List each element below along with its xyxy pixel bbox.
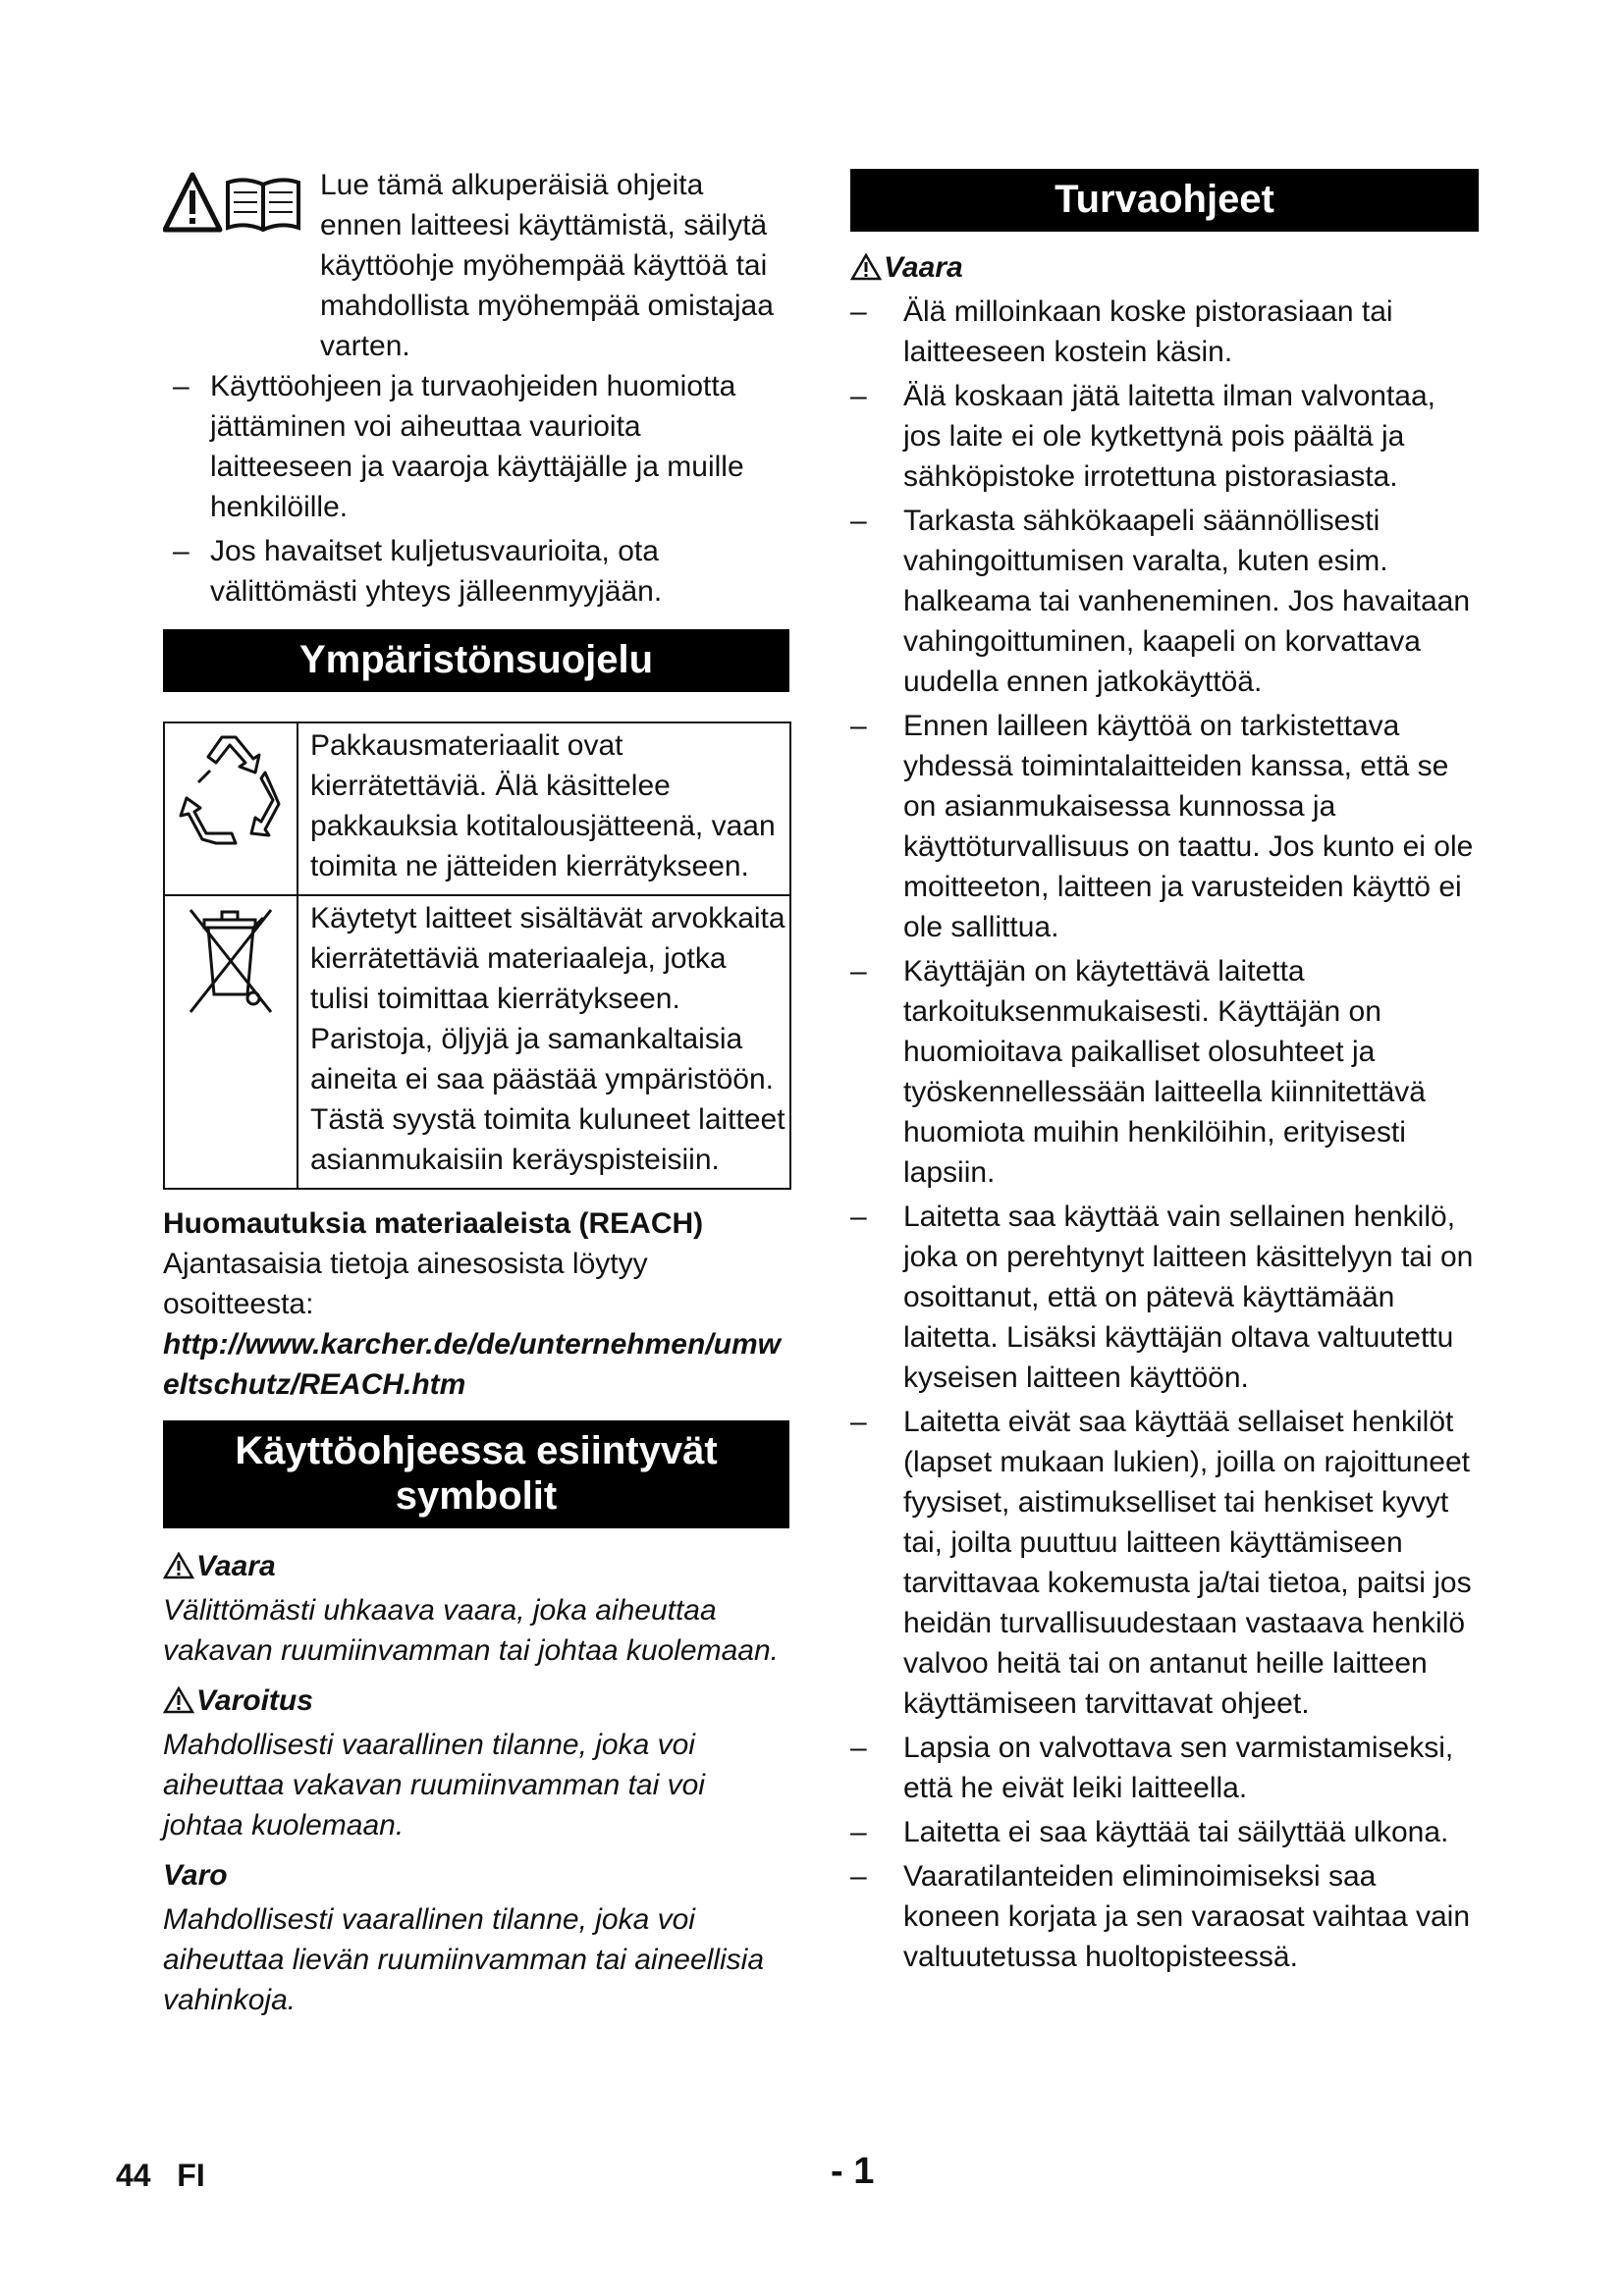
warning-triangle-icon [163,1552,194,1579]
intro-item: – Käyttöohjeen ja turvaohjeiden huomiotta jättäminen voi aiheuttaa vaurioita laitteeseen ja vaaroja käyttäjälle ja muille henkilöille. [173,370,744,523]
safety-item: – Käyttäjän on käytettävä laitetta tarkoituksenmukaisesti. Käyttäjän on huomioitava paikalliset olosuhteet ja työskennellessään laitteella kiinnitettävä huomiota muihin henkilöihin, erityisesti lapsiin. [850,955,1426,1189]
intro-item: – Jos havaitset kuljetusvaurioita, ota välittömästi yhteys jälleenmyyjään. [173,535,663,608]
recycle-icon [177,723,285,861]
warning-label: Varoitus [163,1681,789,1721]
safety-item: – Älä koskaan jätä laitetta ilman valvontaa, jos laite ei ole kytkettynä pois päältä ja sähköpistoke irrotettuna pistorasiasta. [850,380,1435,493]
reach-title: Huomautuksia materiaaleista (REACH) [163,1207,704,1240]
warning-triangle-icon [163,1686,194,1714]
safety-item: – Laitetta eivät saa käyttää sellaiset henkilöt (lapset mukaan lukien), joilla on rajoittuneet fyysiset, aistimukselliset tai henkiset kyvyt tai, joilta puuttuu laitteen käyttämiseen tarvittavaa kokemusta ja/tai tietoa, paitsi jos heidän turvallisuudestaan vastaava henkilö valvoo heitä tai on antanut heille laitteen käyttämiseen tarvittavat ohjeet. [850,1406,1472,1720]
environment-table [163,721,791,1190]
page-center-marker: - 1 [831,2151,875,2192]
environment-heading: Ympäristönsuojelu [163,629,789,692]
page-footer [116,2156,205,2196]
safety-item: – Lapsia on valvottava sen varmistamiseksi, että he eivät leiki laitteella. [850,1732,1454,1804]
caution-text: Mahdollisesti vaarallinen tilanne, joka voi aiheuttaa lievän ruumiinvamman tai aineellisia vahinkoja. [163,1903,764,2016]
symbols-heading: Käyttöohjeessa esiintyvät symbolit [163,1420,789,1528]
safety-item: – Vaaratilanteiden eliminoimiseksi saa koneen korjata ja sen varaosat vaihtaa vain valtuutetussa huoltopisteessä. [850,1860,1471,1973]
warning-triangle-icon [850,253,882,281]
safety-item: – Laitetta saa käyttää vain sellainen henkilö, joka on perehtynyt laitteen käsittelyyn tai on osoittanut, että on pätevä käyttämään laitetta. Lisäksi käyttäjän oltava valtuutettu kyseisen laitteen käyttöön. [850,1201,1474,1394]
table-row [164,722,790,895]
intro-text: Lue tämä alkuperäisiä ohjeita ennen laitteesi käyttämistä, säilytä käyttöohje myöhempää käyttöä tai mahdollista myöhempää omistajaa varten. [320,169,774,362]
reach-url[interactable]: http://www.karcher.de/de/unternehmen/umweltschutz/REACH.htm [163,1328,781,1401]
warning-manual-icon [163,169,302,245]
safety-item: – Tarkasta sähkökaapeli säännöllisesti vahingoittumisen varalta, kuten esim. halkeama tai vanheneminen. Jos havaitaan vahingoittuminen, kaapeli on korvattava uudella ennen jatkokäyttöä. [850,505,1471,698]
safety-item: – Ennen lailleen käyttöä on tarkistettava yhdessä toimintalaitteiden kanssa, että se on asianmukaisessa kunnossa ja käyttöturvallisuus on taattu. Jos kunto ei ole moitteeton, laitteen ja varusteiden käyttö ei ole sallittua. [850,710,1474,943]
page-number: 44 [116,2158,151,2193]
warning-text: Mahdollisesti vaarallinen tilanne, joka voi aiheuttaa vakavan ruumiinvamman tai voi johtaa kuolemaan. [163,1729,705,1842]
left-column [163,165,789,2020]
right-column [850,169,1479,1981]
language-code: FI [177,2158,205,2193]
danger-label: Vaara [163,1546,789,1586]
safety-item: – Älä milloinkaan koske pistorasiaan tai laitteeseen kostein käsin. [850,295,1393,368]
reach-text: Ajantasaisia tietoja ainesosista löytyy osoitteesta: [163,1248,648,1320]
environment-row-text: Käytetyt laitteet sisältävät arvokkaita kierrätettäviä materiaaleja, jotka tulisi toimittaa kierrätykseen. Paristoja, öljyjä ja samankaltaisia aineita ei saa päästää ympäristöön. Tästä syystä toimita kuluneet laitteet asianmukaisiin keräyspisteisiin. [298,895,790,1189]
environment-row-text: Pakkausmateriaalit ovat kierrätettäviä. Älä käsittelee pakkauksia kotitalousjätteenä, vaan toimita ne jätteiden kierrätykseen. [298,722,790,895]
table-row [164,895,790,1189]
danger-text: Välittömästi uhkaava vaara, joka aiheuttaa vakavan ruumiinvamman tai johtaa kuolemaan. [163,1594,779,1667]
intro-block [163,165,789,366]
caution-label: Varo [163,1859,228,1892]
crossed-bin-icon [177,896,285,1043]
safety-danger-label: Vaara [850,247,1479,288]
safety-item: – Laitetta ei saa käyttää tai säilyttää ulkona. [850,1816,1449,1848]
safety-heading: Turvaohjeet [850,169,1479,232]
